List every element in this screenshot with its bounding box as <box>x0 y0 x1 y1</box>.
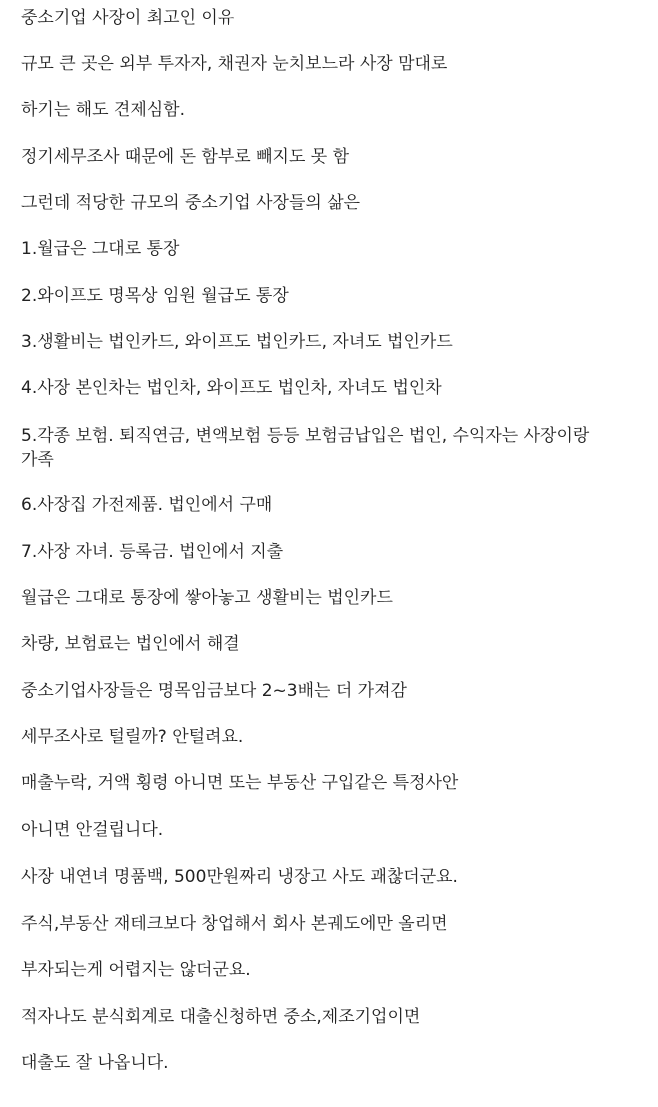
list-item-2: 2.와이프도 명목상 임원 월급도 통장 <box>21 286 289 306</box>
list-item-6: 6.사장집 가전제품. 법인에서 구매 <box>21 495 273 515</box>
text-line: 하기는 해도 견제심함. <box>21 100 186 120</box>
text-line: 정기세무조사 때문에 돈 함부로 빼지도 못 함 <box>21 147 350 167</box>
text-line: 적자나도 분식회계로 대출신청하면 중소,제조기업이면 <box>21 1007 421 1027</box>
text-line: 대출도 잘 나옵니다. <box>21 1053 169 1073</box>
text-line: 매출누락, 거액 횡령 아니면 또는 부동산 구입같은 특정사안 <box>21 773 459 793</box>
text-line: 세무조사로 털릴까? 안털려요. <box>21 727 244 747</box>
text-line: 사장 내연녀 명품백, 500만원짜리 냉장고 사도 괘찮더군요. <box>21 867 458 887</box>
list-item-4: 4.사장 본인차는 법인차, 와이프도 법인차, 자녀도 법인차 <box>21 378 442 398</box>
text-line: 주식,부동산 재테크보다 창업해서 회사 본궤도에만 올리면 <box>21 914 448 934</box>
list-item-1: 1.월급은 그대로 통장 <box>21 239 180 259</box>
text-line: 아니면 안걸립니다. <box>21 820 164 840</box>
text-line: 차량, 보험료는 법인에서 해결 <box>21 634 240 654</box>
list-item-3: 3.생활비는 법인카드, 와이프도 법인카드, 자녀도 법인카드 <box>21 332 453 352</box>
post-title: 중소기업 사장이 최고인 이유 <box>21 8 235 28</box>
text-line: 그런데 적당한 규모의 중소기업 사장들의 삶은 <box>21 193 361 213</box>
text-line: 중소기업사장들은 명목임금보다 2~3배는 더 가져감 <box>21 681 407 701</box>
text-line: 규모 큰 곳은 외부 투자자, 채권자 눈치보느라 사장 맘대로 <box>21 54 448 74</box>
text-line: 부자되는게 어렵지는 않더군요. <box>21 960 251 980</box>
list-item-7: 7.사장 자녀. 등록금. 법인에서 지출 <box>21 542 284 562</box>
list-item-5: 5.각종 보험. 퇴직연금, 변액보험 등등 보험금납입은 법인, 수익자는 사장이랑 <box>21 426 590 446</box>
text-line: 월급은 그대로 통장에 쌓아놓고 생활비는 법인카드 <box>21 588 393 608</box>
list-item-5-cont: 가족 <box>21 450 54 470</box>
